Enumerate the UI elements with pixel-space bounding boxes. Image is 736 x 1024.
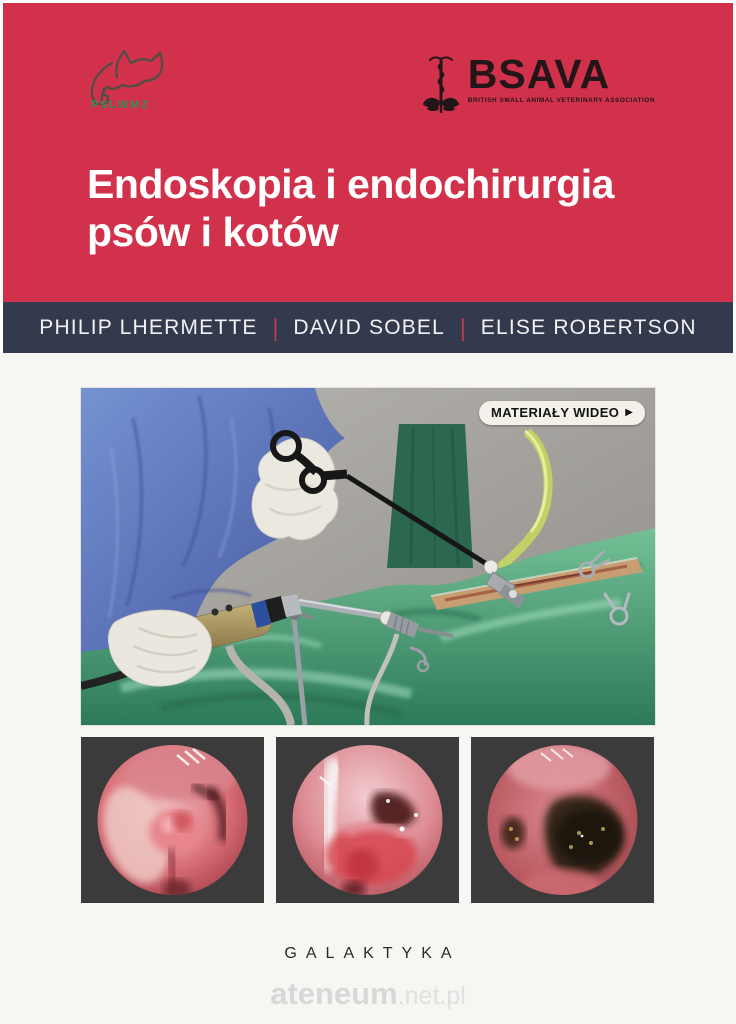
bsava-tagline: BRITISH SMALL ANIMAL VETERINARY ASSOCIATION	[467, 96, 655, 104]
authors-list	[39, 312, 697, 342]
authors-band	[3, 302, 733, 353]
surgery-photo	[81, 388, 655, 725]
endoscopy-thumb-2	[276, 737, 459, 903]
pslwmz-logo	[81, 43, 177, 111]
watermark	[0, 976, 736, 1012]
author-1: PHILIP LHERMETTE	[39, 315, 258, 339]
red-header-band	[3, 3, 733, 302]
endoscopy-thumb-1	[81, 737, 264, 903]
author-separator: |	[460, 312, 466, 342]
book-title-line2: psów i kotów	[87, 208, 339, 255]
video-badge-label: MATERIAŁY WIDEO	[491, 405, 620, 420]
endoscopy-thumb-3	[471, 737, 654, 903]
surgery-photo-illustration	[81, 388, 655, 725]
play-icon: ▶	[625, 406, 633, 418]
author-2: DAVID SOBEL	[293, 315, 446, 339]
watermark-main: ateneum	[270, 976, 398, 1011]
endoscopy-thumbnails	[81, 737, 655, 903]
video-materials-badge	[479, 401, 645, 425]
pslwmz-dog-cat-icon	[81, 43, 173, 105]
author-3: ELISE ROBERTSON	[480, 315, 697, 339]
author-separator: |	[272, 312, 279, 342]
watermark-suffix: .net.pl	[397, 982, 466, 1010]
book-title-line1: Endoskopia i endochirurgia	[87, 161, 614, 207]
pslwmz-label: PSLWMZ	[91, 99, 151, 111]
bsava-logo	[423, 51, 655, 113]
bsava-wordmark: BSAVA	[467, 51, 611, 97]
book-title	[87, 161, 614, 256]
main-area	[0, 353, 736, 1024]
bsava-asclepius-icon	[423, 55, 459, 113]
publisher-name: GALAKTYKA	[284, 945, 461, 962]
